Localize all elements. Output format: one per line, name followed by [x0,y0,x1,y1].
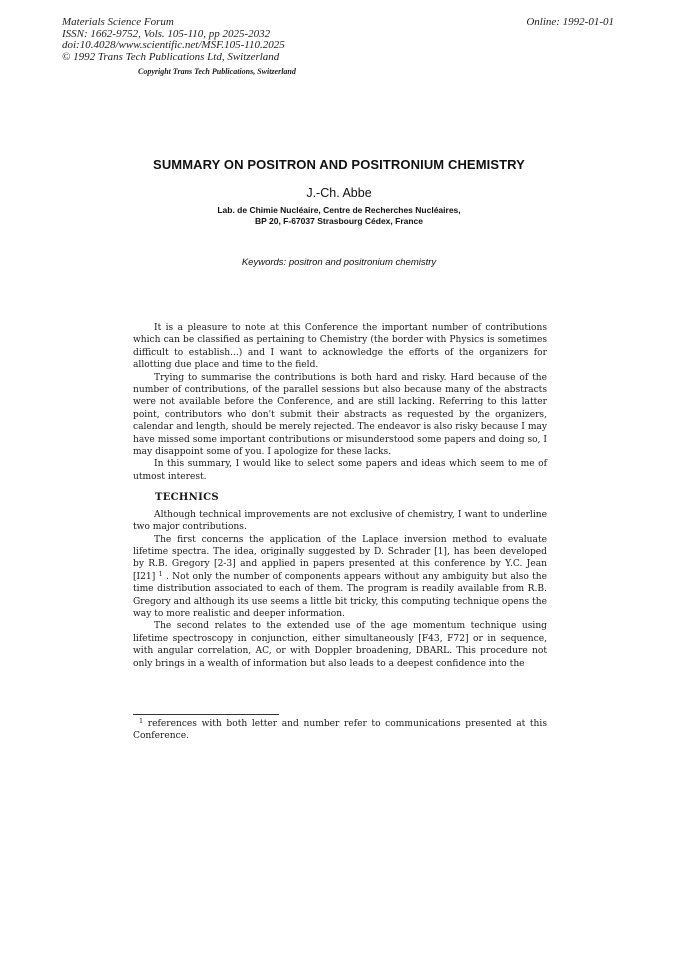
paragraph: Although technical improvements are not exclusive of chemistry, I want to underline two major contributions. [133,509,547,533]
footnote [133,718,547,743]
footnote-mark: 1 [139,717,144,725]
author-name: J.-Ch. Abbe [306,186,372,200]
journal-header [62,17,285,63]
affiliation-line: Lab. de Chimie Nucléaire, Centre de Recherches Nucléaires, [217,205,461,215]
section-heading: TECHNICS [155,492,219,504]
publisher-line: © 1992 Trans Tech Publications Ltd, Switzerland [62,50,280,63]
footnote-divider [133,714,279,715]
body-text [133,322,547,670]
paragraph: It is a pleasure to note at this Conference the important number of contributions which can be classified as pertaining to Chemistry (the border with Physics is sometimes difficult to establish...) and I want to acknowledge the efforts of the organizers for allotting due place and time to the field. [133,323,547,371]
online-date: Online: 1992-01-01 [526,16,614,28]
doi-line: doi:10.4028/www.scientific.net/MSF.105-110.2025 [62,39,285,51]
paragraph [133,534,547,621]
paragraph: Trying to summarise the contributions is both hard and risky. Hard because of the number of contributions, of the parallel sessions but also because many of the abstracts were not available before the Conference, and are still lacking. Referring to this latter point, contributors who don't submit their abstracts as requested by the organizers, calendar and length, should be merely rejected. The endeavor is also risky because I may have missed some important contributions or misunderstood some papers and doing so, I may disappoint some of you. I apologize for these lacks. [133,372,547,458]
paper-title: SUMMARY ON POSITRON AND POSITRONIUM CHEMISTRY [153,157,525,172]
footnote-ref: 1 [158,569,163,578]
keywords: Keywords: positron and positronium chemistry [241,257,437,268]
paragraph-text: The first concerns the application of the Laplace inversion method to evaluate lifetime spectra. The idea, originally suggested by D. Schrader [1], has been developed by R.B. Gregory [2-3] and applied in papers presented at this conference by Y.C. Jean [I21] [133,534,547,582]
affiliation [0,205,678,226]
footnote-text: references with both letter and number refer to communications presented at this Conference. [133,719,547,742]
copyright-notice: Copyright Trans Tech Publications, Switzerland [138,67,296,76]
paragraph: The second relates to the extended use of the age momentum technique using lifetime spectroscopy in conjunction, either simultaneously [F43, F72] or in sequence, with angular correlation, AC, or with Doppler broadening, DBARL. This procedure not only brings in a wealth of information but also leads to a deepest confidence into the [133,621,547,669]
paragraph: In this summary, I would like to select some papers and ideas which seem to me of utmost interest. [133,459,547,482]
paragraph-text: . Not only the number of components appears without any ambiguity but also the time distribution associated to each of them. The program is readily available from R.B. Gregory and although its use seems a little bit tricky, this computing technique opens the way to more realistic and deeper information. [133,571,547,619]
affiliation-line: BP 20, F-67037 Strasbourg Cédex, France [254,215,424,226]
issn-line: ISSN: 1662-9752, Vols. 105-110, pp 2025-2032 [62,27,271,40]
journal-name: Materials Science Forum [62,16,174,28]
